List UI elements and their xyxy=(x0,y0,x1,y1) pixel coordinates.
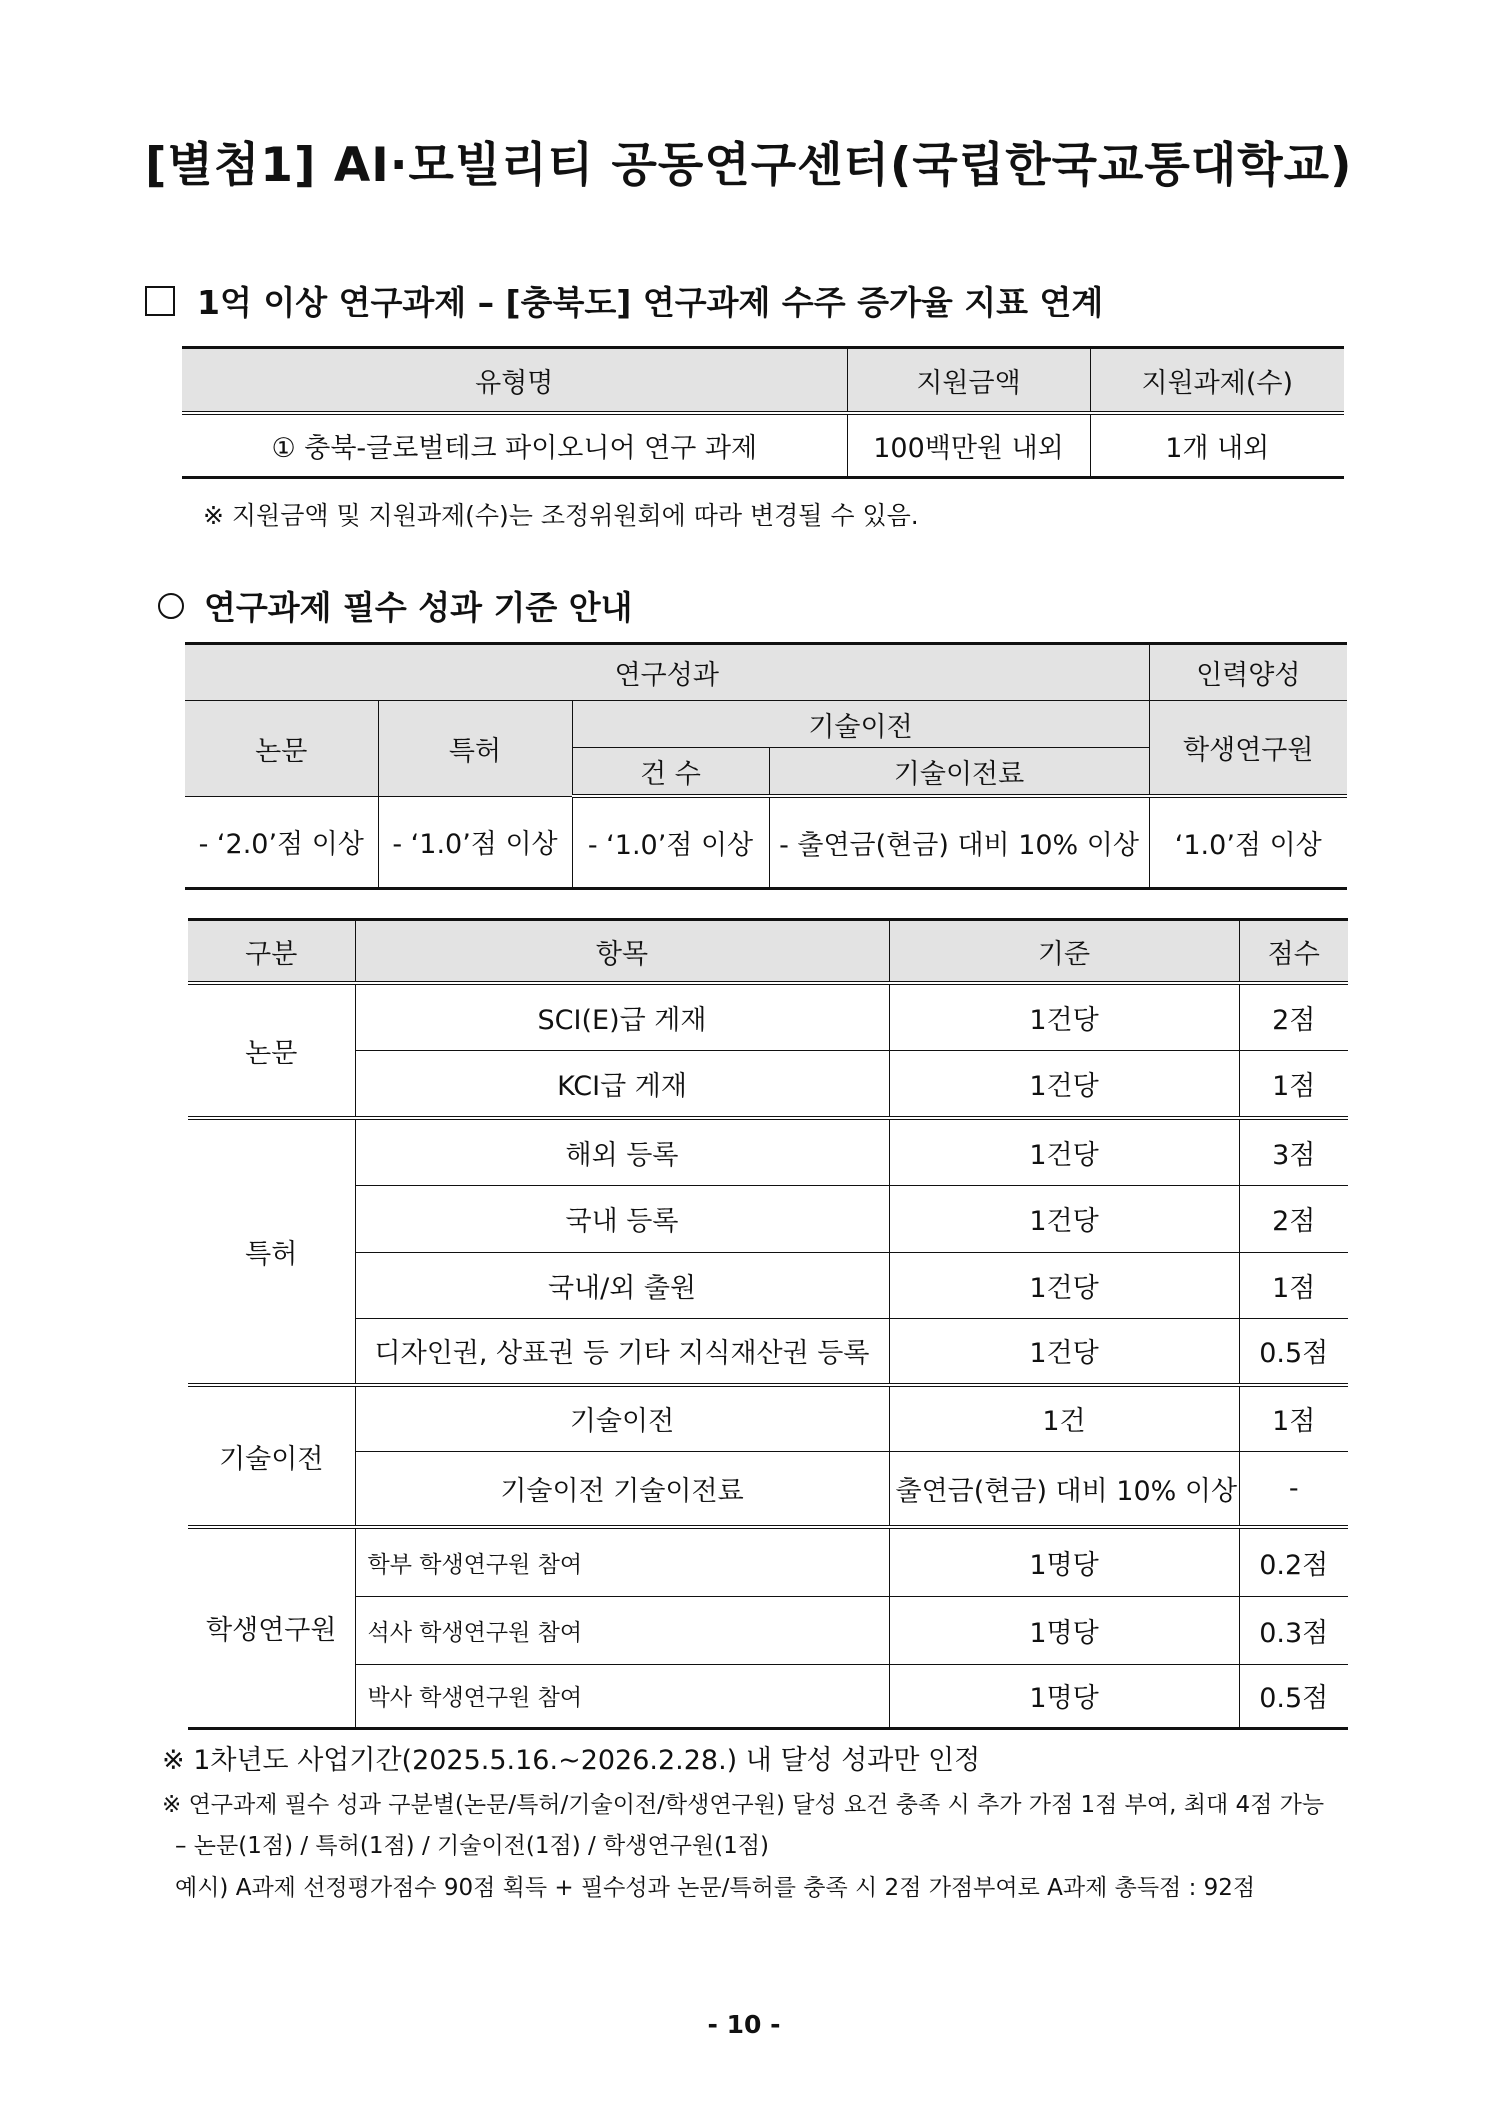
section1-heading-text: 1억 이상 연구과제 – [충북도] 연구과제 수주 증가율 지표 연계 xyxy=(197,283,1104,322)
value-count: - ‘1.0’점 이상 xyxy=(572,796,769,889)
basis: 1건당 xyxy=(889,1318,1239,1385)
basis: 출연금(현금) 대비 10% 이상 xyxy=(889,1451,1239,1527)
item: 디자인권, 상표권 등 기타 지식재산권 등록 xyxy=(355,1318,889,1385)
section2-heading xyxy=(158,582,633,629)
basis: 1건당 xyxy=(889,1118,1239,1185)
item: 학부 학생연구원 참여 xyxy=(355,1527,889,1596)
value-patent: - ‘1.0’점 이상 xyxy=(378,796,572,889)
note-period: ※ 1차년도 사업기간(2025.5.16.~2026.2.28.) 내 달성 성과만 인정 xyxy=(162,1745,981,1776)
header-student: 학생연구원 xyxy=(1149,701,1347,797)
circle-bullet-icon xyxy=(158,593,184,619)
score: 0.5점 xyxy=(1239,1318,1348,1385)
cell-count: 1개 내외 xyxy=(1090,413,1344,478)
section2-heading-text: 연구과제 필수 성과 기준 안내 xyxy=(204,588,633,627)
section1-heading xyxy=(145,277,1103,324)
basis: 1명당 xyxy=(889,1664,1239,1728)
score: 1점 xyxy=(1239,1252,1348,1318)
header-basis: 기준 xyxy=(889,920,1239,984)
group-tech: 기술이전 xyxy=(188,1385,355,1527)
score: 1점 xyxy=(1239,1385,1348,1451)
header-patent: 특허 xyxy=(378,701,572,797)
support-table xyxy=(182,346,1344,479)
header-tech: 기술이전 xyxy=(572,701,1149,748)
checkbox-square-icon xyxy=(145,286,175,316)
item: 기술이전 xyxy=(355,1385,889,1451)
score: 2점 xyxy=(1239,983,1348,1050)
header-manpower: 인력양성 xyxy=(1149,644,1347,701)
basis: 1건당 xyxy=(889,1050,1239,1118)
group-student: 학생연구원 xyxy=(188,1527,355,1728)
header-amount: 지원금액 xyxy=(847,348,1090,414)
basis: 1건당 xyxy=(889,1252,1239,1318)
item: KCI급 게재 xyxy=(355,1050,889,1118)
cell-amount: 100백만원 내외 xyxy=(847,413,1090,478)
header-fee: 기술이전료 xyxy=(769,748,1149,797)
item: SCI(E)급 게재 xyxy=(355,983,889,1050)
item: 박사 학생연구원 참여 xyxy=(355,1664,889,1728)
item: 국내/외 출원 xyxy=(355,1252,889,1318)
header-type: 유형명 xyxy=(182,348,847,414)
score: 0.5점 xyxy=(1239,1664,1348,1728)
basis: 1명당 xyxy=(889,1596,1239,1664)
header-count: 건 수 xyxy=(572,748,769,797)
header-score: 점수 xyxy=(1239,920,1348,984)
item: 기술이전 기술이전료 xyxy=(355,1451,889,1527)
item: 석사 학생연구원 참여 xyxy=(355,1596,889,1664)
basis: 1건 xyxy=(889,1385,1239,1451)
value-fee: - 출연금(현금) 대비 10% 이상 xyxy=(769,796,1149,889)
header-paper: 논문 xyxy=(185,701,378,797)
score: 0.2점 xyxy=(1239,1527,1348,1596)
basis: 1명당 xyxy=(889,1527,1239,1596)
page-number: - 10 - xyxy=(707,2010,781,2039)
score: 3점 xyxy=(1239,1118,1348,1185)
header-item: 항목 xyxy=(355,920,889,984)
score: - xyxy=(1239,1451,1348,1527)
page-title: [별첨1] AI·모빌리티 공동연구센터(국립한국교통대학교) xyxy=(145,138,1353,193)
section1-note: ※ 지원금액 및 지원과제(수)는 조정위원회에 따라 변경될 수 있음. xyxy=(203,501,919,530)
note-bonus: ※ 연구과제 필수 성과 구분별(논문/특허/기술이전/학생연구원) 달성 요건 충족 시 추가 가점 1점 부여, 최대 4점 가능 xyxy=(162,1792,1325,1818)
value-paper: - ‘2.0’점 이상 xyxy=(185,796,378,889)
score-table xyxy=(188,918,1348,1730)
value-student: ‘1.0’점 이상 xyxy=(1149,796,1347,889)
note-bonus-detail: – 논문(1점) / 특허(1점) / 기술이전(1점) / 학생연구원(1점) xyxy=(175,1833,769,1859)
note-example: 예시) A과제 선정평가점수 90점 획득 + 필수성과 논문/특허를 충족 시 2점 가점부여로 A과제 총득점 : 92점 xyxy=(175,1875,1256,1901)
item: 해외 등록 xyxy=(355,1118,889,1185)
basis: 1건당 xyxy=(889,983,1239,1050)
score: 1점 xyxy=(1239,1050,1348,1118)
header-research: 연구성과 xyxy=(185,644,1149,701)
group-paper: 논문 xyxy=(188,983,355,1118)
cell-type: ① 충북-글로벌테크 파이오니어 연구 과제 xyxy=(271,433,758,464)
group-patent: 특허 xyxy=(188,1118,355,1385)
basis: 1건당 xyxy=(889,1185,1239,1252)
header-category: 구분 xyxy=(188,920,355,984)
item: 국내 등록 xyxy=(355,1185,889,1252)
score: 0.3점 xyxy=(1239,1596,1348,1664)
criteria-table xyxy=(185,642,1347,890)
header-count: 지원과제(수) xyxy=(1090,348,1344,414)
score: 2점 xyxy=(1239,1185,1348,1252)
